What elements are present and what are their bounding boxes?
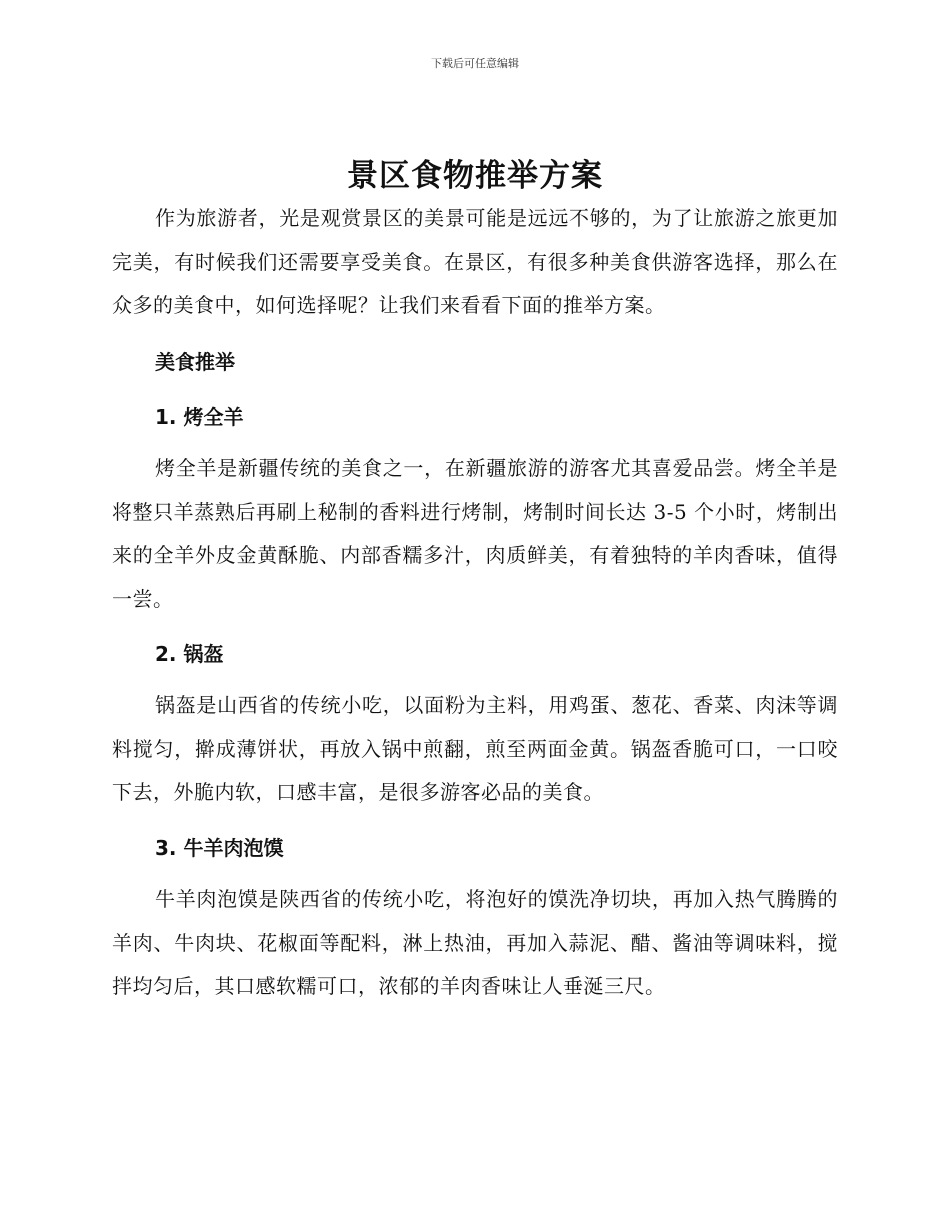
item-heading-1: 1. 烤全羊	[155, 405, 244, 429]
intro-paragraph: 作为旅游者，光是观赏景区的美景可能是远远不够的，为了让旅游之旅更加完美，有时候我们还需要享受美食。在景区，有很多种美食供游客选择，那么在众多的美食中，如何选择呢？让我们来看看下面的推举方案。	[112, 206, 838, 317]
item-section-1	[112, 447, 838, 621]
item-section-3	[112, 878, 838, 1009]
section-heading: 美食推举	[155, 350, 235, 374]
header-note: 下载后可任意编辑	[431, 57, 519, 70]
item-body-3: 牛羊肉泡馍是陕西省的传统小吃，将泡好的馍洗净切块，再加入热气腾腾的羊肉、牛肉块、花椒面等配料，淋上热油，再加入蒜泥、醋、酱油等调味料，搅拌均匀后，其口感软糯可口，浓郁的羊肉香味让人垂涎三尺。	[112, 887, 838, 998]
item-heading-3: 3. 牛羊肉泡馍	[155, 836, 284, 860]
intro-section	[112, 197, 838, 328]
item-section-2	[112, 684, 838, 815]
document-title: 景区食物推举方案	[347, 158, 603, 194]
item-body-2: 锅盔是山西省的传统小吃，以面粉为主料，用鸡蛋、葱花、香菜、肉沫等调料搅匀，擀成薄饼状，再放入锅中煎翻，煎至两面金黄。锅盔香脆可口，一口咬下去，外脆内软，口感丰富，是很多游客必品的美食。	[112, 693, 838, 804]
item-heading-2: 2. 锅盔	[155, 642, 224, 666]
item-body-1: 烤全羊是新疆传统的美食之一，在新疆旅游的游客尤其喜爱品尝。烤全羊是将整只羊蒸熟后再刷上秘制的香料进行烤制，烤制时间长达 3-5 个小时，烤制出来的全羊外皮金黄酥脆、内部香糯多汁，肉质鲜美，有着独特的羊肉香味，值得一尝。	[112, 456, 838, 611]
